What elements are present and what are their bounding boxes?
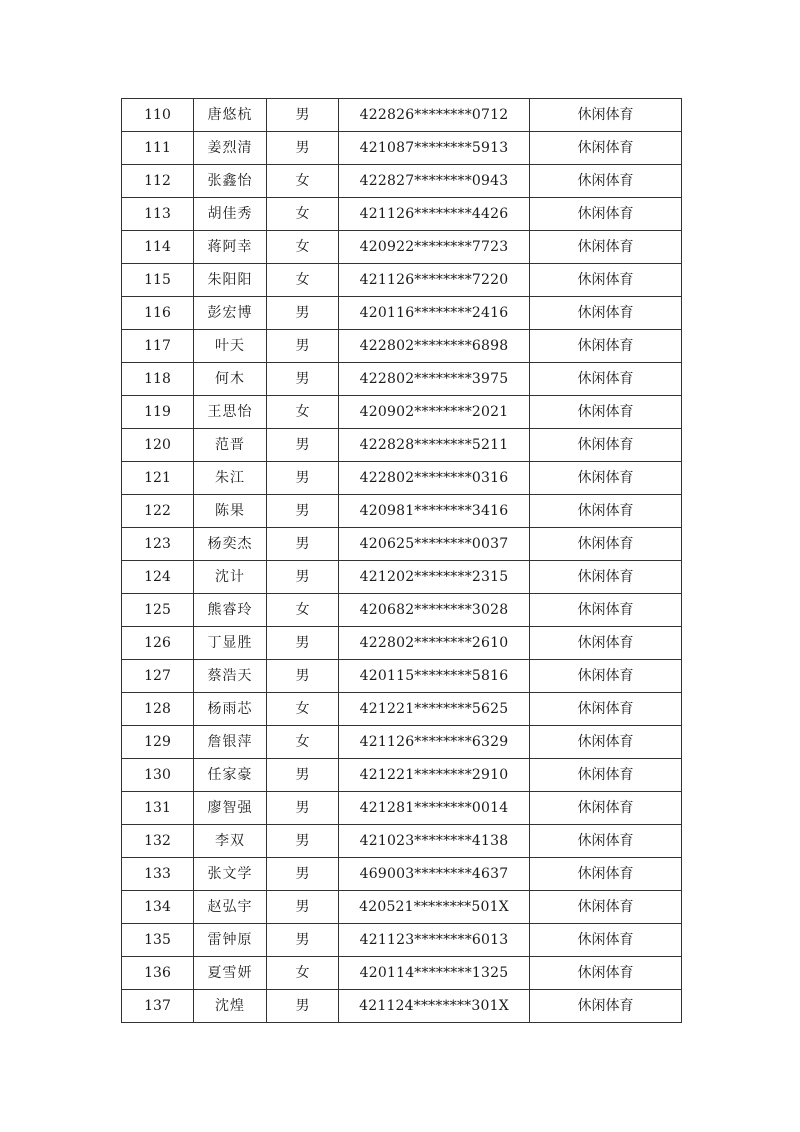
table-row — [122, 462, 682, 495]
row-number-cell: 136 — [122, 957, 194, 990]
table-row — [122, 396, 682, 429]
id-number-cell: 421126********7220 — [339, 264, 530, 297]
gender-cell: 女 — [267, 396, 339, 429]
gender-cell: 男 — [267, 462, 339, 495]
id-number-cell: 422802********2610 — [339, 627, 530, 660]
student-name-cell: 沈煌 — [194, 990, 267, 1023]
major-cell: 休闲体育 — [530, 462, 682, 495]
id-number-cell: 422827********0943 — [339, 165, 530, 198]
table-row — [122, 528, 682, 561]
row-number-cell: 117 — [122, 330, 194, 363]
table-row — [122, 495, 682, 528]
row-number-cell: 113 — [122, 198, 194, 231]
student-name-cell: 范晋 — [194, 429, 267, 462]
gender-cell: 男 — [267, 759, 339, 792]
gender-cell: 男 — [267, 132, 339, 165]
gender-cell: 男 — [267, 561, 339, 594]
gender-cell: 男 — [267, 363, 339, 396]
table-row — [122, 561, 682, 594]
row-number-cell: 124 — [122, 561, 194, 594]
id-number-cell: 422802********3975 — [339, 363, 530, 396]
id-number-cell: 420521********501X — [339, 891, 530, 924]
table-row — [122, 990, 682, 1023]
gender-cell: 男 — [267, 660, 339, 693]
gender-cell: 男 — [267, 429, 339, 462]
row-number-cell: 125 — [122, 594, 194, 627]
gender-cell: 男 — [267, 924, 339, 957]
student-name-cell: 夏雪妍 — [194, 957, 267, 990]
id-number-cell: 421124********301X — [339, 990, 530, 1023]
id-number-cell: 420115********5816 — [339, 660, 530, 693]
table-row — [122, 660, 682, 693]
student-name-cell: 朱阳阳 — [194, 264, 267, 297]
major-cell: 休闲体育 — [530, 198, 682, 231]
row-number-cell: 119 — [122, 396, 194, 429]
major-cell: 休闲体育 — [530, 660, 682, 693]
gender-cell: 男 — [267, 495, 339, 528]
row-number-cell: 114 — [122, 231, 194, 264]
student-name-cell: 熊睿玲 — [194, 594, 267, 627]
id-number-cell: 422802********6898 — [339, 330, 530, 363]
id-number-cell: 420116********2416 — [339, 297, 530, 330]
row-number-cell: 137 — [122, 990, 194, 1023]
major-cell: 休闲体育 — [530, 594, 682, 627]
major-cell: 休闲体育 — [530, 528, 682, 561]
student-name-cell: 王思怡 — [194, 396, 267, 429]
table-row — [122, 363, 682, 396]
table-row — [122, 330, 682, 363]
row-number-cell: 131 — [122, 792, 194, 825]
gender-cell: 男 — [267, 627, 339, 660]
student-name-cell: 任家豪 — [194, 759, 267, 792]
row-number-cell: 110 — [122, 99, 194, 132]
student-name-cell: 雷钟原 — [194, 924, 267, 957]
id-number-cell: 422802********0316 — [339, 462, 530, 495]
gender-cell: 女 — [267, 594, 339, 627]
table-row — [122, 792, 682, 825]
major-cell: 休闲体育 — [530, 495, 682, 528]
gender-cell: 男 — [267, 792, 339, 825]
gender-cell: 男 — [267, 858, 339, 891]
gender-cell: 男 — [267, 825, 339, 858]
row-number-cell: 133 — [122, 858, 194, 891]
table-row — [122, 726, 682, 759]
table-row — [122, 858, 682, 891]
table-row — [122, 429, 682, 462]
gender-cell: 女 — [267, 165, 339, 198]
table-row — [122, 165, 682, 198]
row-number-cell: 128 — [122, 693, 194, 726]
table-row — [122, 99, 682, 132]
gender-cell: 男 — [267, 99, 339, 132]
gender-cell: 女 — [267, 957, 339, 990]
student-name-cell: 沈计 — [194, 561, 267, 594]
major-cell: 休闲体育 — [530, 165, 682, 198]
id-number-cell: 421221********2910 — [339, 759, 530, 792]
id-number-cell: 421126********6329 — [339, 726, 530, 759]
student-name-cell: 李双 — [194, 825, 267, 858]
student-name-cell: 张鑫怡 — [194, 165, 267, 198]
table-row — [122, 297, 682, 330]
major-cell: 休闲体育 — [530, 858, 682, 891]
major-cell: 休闲体育 — [530, 396, 682, 429]
gender-cell: 男 — [267, 297, 339, 330]
row-number-cell: 126 — [122, 627, 194, 660]
id-number-cell: 421087********5913 — [339, 132, 530, 165]
id-number-cell: 421126********4426 — [339, 198, 530, 231]
student-name-cell: 张文学 — [194, 858, 267, 891]
student-name-cell: 唐悠杭 — [194, 99, 267, 132]
gender-cell: 女 — [267, 198, 339, 231]
student-name-cell: 丁显胜 — [194, 627, 267, 660]
id-number-cell: 421221********5625 — [339, 693, 530, 726]
row-number-cell: 118 — [122, 363, 194, 396]
roster-body — [122, 99, 682, 1023]
gender-cell: 男 — [267, 528, 339, 561]
table-row — [122, 231, 682, 264]
row-number-cell: 134 — [122, 891, 194, 924]
row-number-cell: 135 — [122, 924, 194, 957]
major-cell: 休闲体育 — [530, 759, 682, 792]
student-name-cell: 朱江 — [194, 462, 267, 495]
gender-cell: 男 — [267, 990, 339, 1023]
id-number-cell: 420922********7723 — [339, 231, 530, 264]
id-number-cell: 420682********3028 — [339, 594, 530, 627]
row-number-cell: 122 — [122, 495, 194, 528]
student-name-cell: 杨雨芯 — [194, 693, 267, 726]
student-name-cell: 陈果 — [194, 495, 267, 528]
id-number-cell: 420981********3416 — [339, 495, 530, 528]
student-name-cell: 蒋阿幸 — [194, 231, 267, 264]
gender-cell: 男 — [267, 330, 339, 363]
major-cell: 休闲体育 — [530, 792, 682, 825]
gender-cell: 女 — [267, 693, 339, 726]
major-cell: 休闲体育 — [530, 429, 682, 462]
major-cell: 休闲体育 — [530, 990, 682, 1023]
table-row — [122, 198, 682, 231]
id-number-cell: 420114********1325 — [339, 957, 530, 990]
table-row — [122, 924, 682, 957]
row-number-cell: 129 — [122, 726, 194, 759]
table-row — [122, 594, 682, 627]
major-cell: 休闲体育 — [530, 132, 682, 165]
major-cell: 休闲体育 — [530, 297, 682, 330]
student-name-cell: 何木 — [194, 363, 267, 396]
id-number-cell: 469003********4637 — [339, 858, 530, 891]
table-row — [122, 264, 682, 297]
student-name-cell: 赵弘宇 — [194, 891, 267, 924]
table-row — [122, 627, 682, 660]
major-cell: 休闲体育 — [530, 726, 682, 759]
id-number-cell: 421023********4138 — [339, 825, 530, 858]
table-row — [122, 132, 682, 165]
id-number-cell: 422828********5211 — [339, 429, 530, 462]
table-row — [122, 957, 682, 990]
row-number-cell: 112 — [122, 165, 194, 198]
row-number-cell: 116 — [122, 297, 194, 330]
row-number-cell: 115 — [122, 264, 194, 297]
student-name-cell: 廖智强 — [194, 792, 267, 825]
table-row — [122, 693, 682, 726]
id-number-cell: 421123********6013 — [339, 924, 530, 957]
major-cell: 休闲体育 — [530, 99, 682, 132]
student-roster-table — [121, 98, 682, 1023]
major-cell: 休闲体育 — [530, 231, 682, 264]
student-name-cell: 姜烈清 — [194, 132, 267, 165]
major-cell: 休闲体育 — [530, 627, 682, 660]
row-number-cell: 123 — [122, 528, 194, 561]
id-number-cell: 420625********0037 — [339, 528, 530, 561]
id-number-cell: 422826********0712 — [339, 99, 530, 132]
major-cell: 休闲体育 — [530, 825, 682, 858]
row-number-cell: 121 — [122, 462, 194, 495]
gender-cell: 女 — [267, 264, 339, 297]
table-row — [122, 759, 682, 792]
row-number-cell: 127 — [122, 660, 194, 693]
major-cell: 休闲体育 — [530, 330, 682, 363]
row-number-cell: 111 — [122, 132, 194, 165]
gender-cell: 男 — [267, 891, 339, 924]
id-number-cell: 420902********2021 — [339, 396, 530, 429]
id-number-cell: 421202********2315 — [339, 561, 530, 594]
student-name-cell: 蔡浩天 — [194, 660, 267, 693]
student-name-cell: 叶天 — [194, 330, 267, 363]
row-number-cell: 132 — [122, 825, 194, 858]
major-cell: 休闲体育 — [530, 957, 682, 990]
row-number-cell: 130 — [122, 759, 194, 792]
major-cell: 休闲体育 — [530, 891, 682, 924]
gender-cell: 女 — [267, 726, 339, 759]
major-cell: 休闲体育 — [530, 693, 682, 726]
student-name-cell: 杨奕杰 — [194, 528, 267, 561]
major-cell: 休闲体育 — [530, 561, 682, 594]
row-number-cell: 120 — [122, 429, 194, 462]
major-cell: 休闲体育 — [530, 363, 682, 396]
major-cell: 休闲体育 — [530, 264, 682, 297]
table-row — [122, 825, 682, 858]
gender-cell: 女 — [267, 231, 339, 264]
major-cell: 休闲体育 — [530, 924, 682, 957]
student-name-cell: 彭宏博 — [194, 297, 267, 330]
id-number-cell: 421281********0014 — [339, 792, 530, 825]
student-name-cell: 胡佳秀 — [194, 198, 267, 231]
student-name-cell: 詹银萍 — [194, 726, 267, 759]
table-row — [122, 891, 682, 924]
